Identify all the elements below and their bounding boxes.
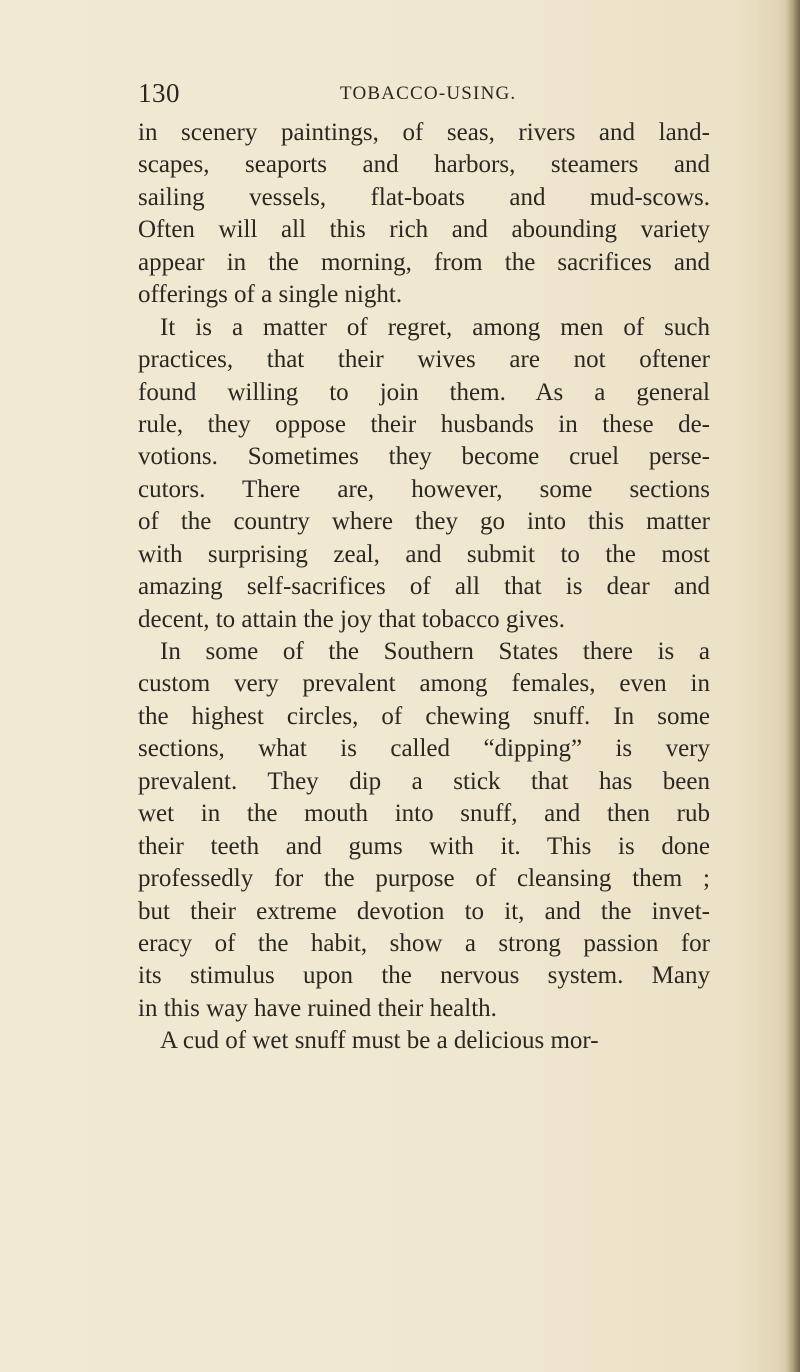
text-line: but their extreme devotion to it, and the invet- (138, 897, 710, 925)
text-line: votions. Sometimes they become cruel perse- (138, 443, 710, 471)
text-line: of the country where they go into this matter (138, 508, 710, 536)
text-line: in this way have ruined their health. (138, 994, 497, 1022)
text-line: It is a matter of regret, among men of such (160, 313, 710, 341)
page-edge-shadow (786, 0, 800, 1372)
text-line: custom very prevalent among females, even in (138, 670, 710, 698)
text-line: offerings of a single night. (138, 281, 403, 309)
text-line: prevalent. They dip a stick that has been (138, 767, 710, 795)
text-line: decent, to attain the joy that tobacco gives. (138, 605, 565, 633)
text-line: eracy of the habit, show a strong passion for (138, 929, 710, 957)
text-line: its stimulus upon the nervous system. Many (138, 962, 710, 990)
text-line: in scenery paintings, of seas, rivers and land- (138, 119, 710, 146)
text-line: sailing vessels, flat-boats and mud-scows. (138, 183, 710, 211)
running-head (138, 78, 758, 112)
text-line: wet in the mouth into snuff, and then rub (138, 800, 710, 828)
text-line: the highest circles, of chewing snuff. In some (138, 702, 710, 730)
text-line: cutors. There are, however, some sections (138, 475, 710, 503)
text-line: A cud of wet snuff must be a delicious mor- (160, 1027, 599, 1055)
text-line: appear in the morning, from the sacrifices and (138, 248, 710, 276)
text-line: practices, that their wives are not oftener (138, 346, 710, 374)
running-title: TOBACCO-USING. (340, 83, 517, 104)
body-text (138, 117, 710, 1058)
text-line: In some of the Southern States there is a (160, 638, 710, 665)
page-number: 130 (138, 78, 180, 108)
text-line: Often will all this rich and abounding variety (138, 216, 710, 244)
text-line: professedly for the purpose of cleansing them ; (138, 865, 710, 893)
text-line: found willing to join them. As a general (138, 378, 710, 406)
text-line: rule, they oppose their husbands in these de- (138, 410, 710, 438)
text-line: amazing self-sacrifices of all that is dear and (138, 573, 710, 601)
text-line: with surprising zeal, and submit to the most (138, 540, 710, 568)
text-line: their teeth and gums with it. This is done (138, 832, 710, 860)
text-line: scapes, seaports and harbors, steamers and (138, 151, 710, 179)
text-line: sections, what is called “dipping” is very (138, 735, 710, 763)
